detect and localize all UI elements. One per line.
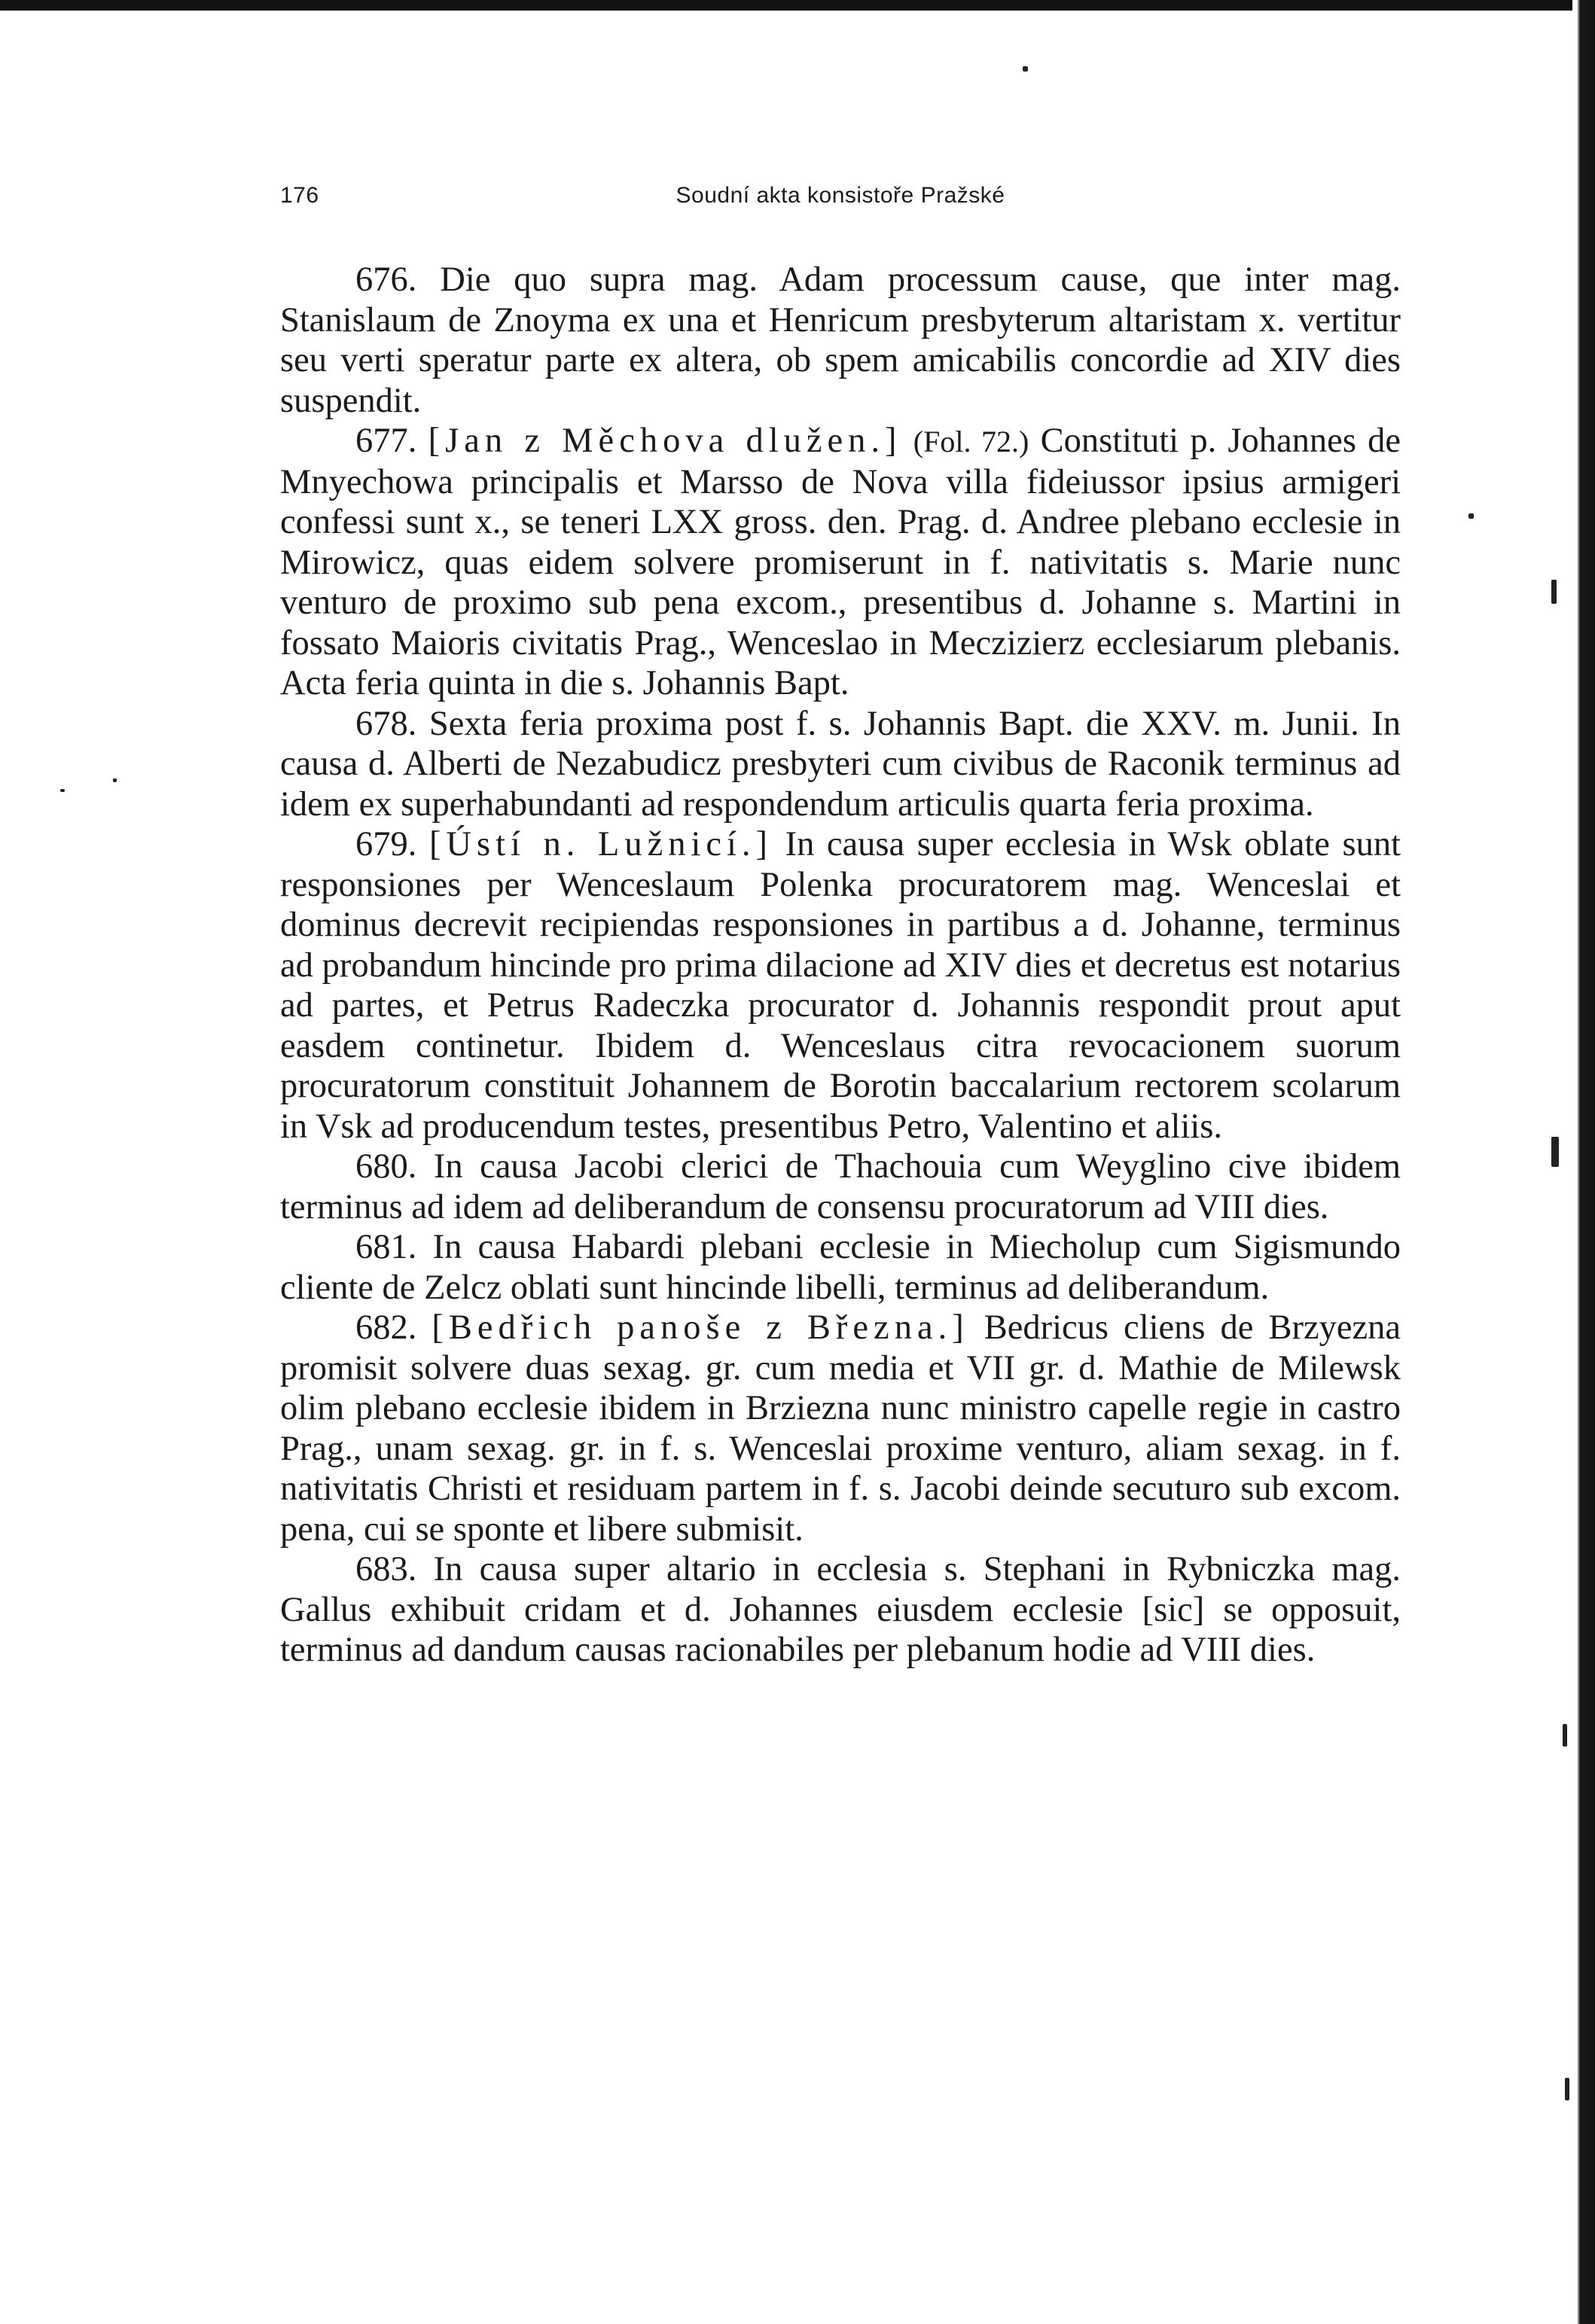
- page-title: Soudní akta konsistoře Pražské: [676, 183, 1005, 208]
- entry-679: [280, 824, 1401, 1147]
- entry-number: 677.: [355, 422, 417, 460]
- scan-speck: [1468, 513, 1474, 519]
- entry-683: [280, 1549, 1401, 1671]
- entry-heading: [Jan z Měchova dlužen.]: [428, 422, 902, 460]
- scan-speck: [1551, 1137, 1559, 1167]
- entry-text: Constituti p. Johannes de Mnyechowa principalis et Marsso de Nova villa fideiussor ipsius armigeri confessi sunt x., se teneri LXX gross. den. Prag. d. Andree plebano ecclesie in Mirowicz, quas eidem solvere promiserunt in f. nativitatis s. Marie nunc venturo de proximo sub pena excom., presentibus d. Johanne s. Martini in fossato Maioris civitatis Prag., Wenceslao in Meczizierz ecclesiarum plebanis. Acta feria quinta in die s. Johannis Bapt.: [280, 422, 1401, 702]
- entry-text: Sexta feria proxima post f. s. Johannis Bapt. die XXV. m. Junii. In causa d. Alberti de Nezabudicz presbyteri cum civibus de Raconik terminus ad idem ex superhabundanti ad respondendum articulis quarta feria proxima.: [280, 704, 1401, 824]
- entry-681: [280, 1227, 1401, 1308]
- entry-number: 676.: [355, 260, 417, 299]
- running-head: [280, 177, 1401, 210]
- entry-heading: [Ústí n. Lužnicí.]: [428, 825, 773, 864]
- folio-reference: (Fol. 72.): [913, 425, 1029, 458]
- scan-border-right: [1572, 0, 1595, 2324]
- scan-speck: [1023, 66, 1028, 72]
- entry-text: In causa Habardi plebani ecclesie in Miecholup cum Sigismundo cliente de Zelcz oblati sunt hincinde libelli, terminus ad deliberandum.: [280, 1228, 1401, 1307]
- scan-speck: [60, 789, 65, 792]
- scan-speck: [1551, 580, 1557, 604]
- entry-number: 683.: [355, 1550, 417, 1588]
- scan-speck: [1565, 2078, 1569, 2100]
- entry-heading: [Bedřich panoše z Března.]: [432, 1308, 969, 1347]
- entry-number: 681.: [355, 1228, 417, 1266]
- entry-text: In causa super altario in ecclesia s. Stephani in Rybniczka mag. Gallus exhibuit cridam et d. Johannes eiusdem ecclesie [sic] se opposuit, terminus ad dandum causas racionabiles per plebanum hodie ad VIII dies.: [280, 1550, 1401, 1669]
- scan-border-top: [0, 0, 1595, 11]
- entry-number: 680.: [355, 1147, 417, 1186]
- entry-text: In causa super ecclesia in Wsk oblate sunt responsiones per Wenceslaum Polenka procuratorem mag. Wenceslai et dominus decrevit recipiendas responsiones in partibus a d. Johanne, terminus ad probandum hincinde pro prima dilacione ad XIV dies et decretus est notarius ad partes, et Petrus Radeczka procurator d. Johannis respondit prout aput easdem continetur. Ibidem d. Wenceslaus citra revocacionem suorum procuratorum constituit Johannem de Borotin baccalarium rectorem scolarum in Vsk ad producendum testes, presentibus Petro, Valentino et aliis.: [280, 825, 1401, 1146]
- entry-text: In causa Jacobi clerici de Thachouia cum Weyglino cive ibidem terminus ad idem ad deliberandum de consensu procuratorum ad VIII dies.: [280, 1147, 1401, 1226]
- entry-number: 682.: [355, 1308, 417, 1347]
- entry-677: [280, 421, 1401, 704]
- entry-678: [280, 704, 1401, 825]
- entry-text: Bedricus cliens de Brzyezna promisit solvere duas sexag. gr. cum media et VII gr. d. Mathie de Milewsk olim plebano ecclesie ibidem in Brziezna nunc ministro capelle regie in castro Prag., unam sexag. gr. in f. s. Wenceslai proxime venturo, aliam sexag. in f. nativitatis Christi et residuam partem in f. s. Jacobi deinde secuturo sub excom. pena, cui se sponte et libere submisit.: [280, 1308, 1401, 1549]
- scan-speck: [113, 778, 117, 782]
- entry-682: [280, 1308, 1401, 1549]
- page: [280, 177, 1401, 1671]
- document-body: [280, 260, 1401, 1671]
- entry-680: [280, 1147, 1401, 1227]
- scan-speck: [1563, 1724, 1567, 1747]
- entry-number: 679.: [355, 825, 417, 864]
- entry-text: Die quo supra mag. Adam processum cause, que inter mag. Stanislaum de Znoyma ex una et Henricum presbyterum altaristam x. vertitur seu verti speratur parte ex altera, ob spem amicabilis concordie ad XIV dies suspendit.: [280, 260, 1401, 420]
- page-number: 176: [280, 183, 319, 208]
- entry-number: 678.: [355, 704, 417, 743]
- entry-676: [280, 260, 1401, 421]
